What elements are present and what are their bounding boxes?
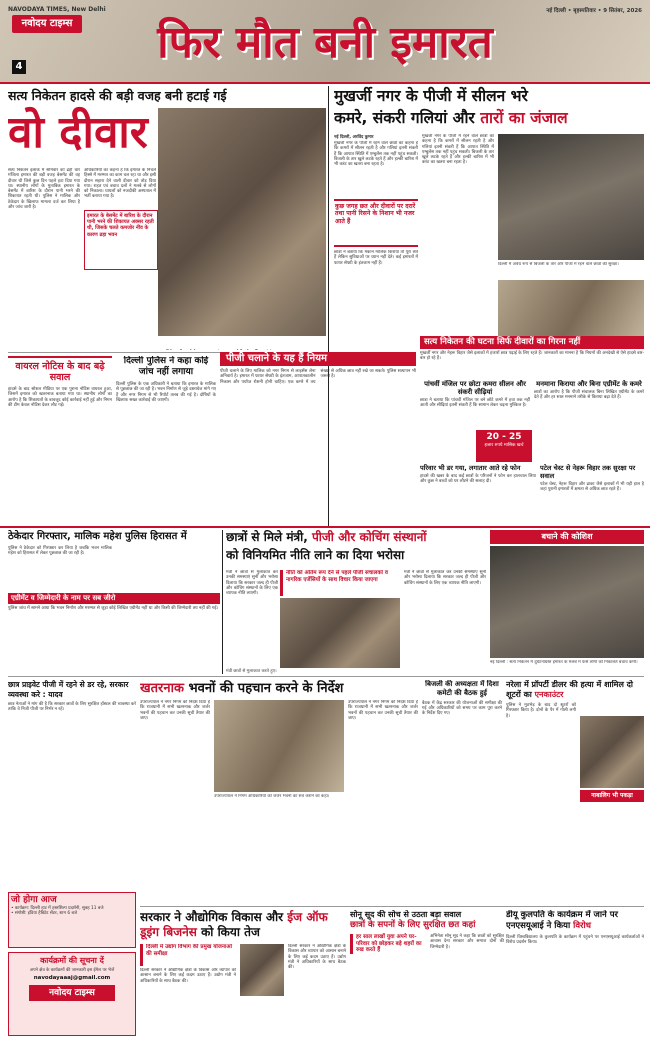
today-item-1: • कार्यक्रम: दिल्ली हाट में हस्तशिल्प प्रदर्शनी, सुबह 11 बजे [11, 906, 104, 911]
minister-headline-c: को विनियमित नीति लाने का दिया भरोसा [226, 548, 405, 562]
notice-title: कार्यक्रमों की सूचना दें [40, 956, 104, 965]
mukherjee-pull: कुछ जगह छत और दीवारों पर दरारें तथा पानी रिसने के निशान भी नजर आते हैं [335, 203, 416, 225]
rent-body: छात्रों का आरोप है कि पीजी संचालक बिना लिखित एग्रीमेंट के कमरे देते हैं और हर साल मनमाने तरीके से किराया बढ़ा देते हैं। [534, 390, 644, 401]
lead-highlight-box [84, 210, 158, 270]
contractor-section [8, 530, 220, 670]
mukherjee-headline-b1: कमरे, संकरी गलियां और [334, 109, 481, 127]
police-section [116, 356, 216, 522]
masthead-logo: नवोदय टाइम्स [12, 15, 82, 33]
notice-email[interactable]: navodayaaaj@gmail.com [33, 975, 111, 982]
contractor-body: पुलिस ने ठेकेदार को गिरफ्तार कर लिया है जबकि भवन मालिक महेश को हिरासत में लेकर पूछताछ की जा रही है। [8, 546, 112, 557]
viral-headline: वायरल नोटिस के बाद बढ़े सवाल [15, 361, 105, 383]
minister-photo-caption: मंत्री छात्रों से मुलाकात करते हुए। [226, 669, 277, 674]
danger-headline-a: खतरनाक [140, 681, 189, 696]
minister-headline-1 [226, 530, 486, 545]
du-section [506, 910, 644, 1038]
lead-body-left: सत्य निकेतन इलाके में सोमवार को ढही चार मंजिला इमारत की बड़ी वजह बेसमेंट की वह दीवार थी जिसे कुछ दिन पहले हटा दिया गया था। स्थानीय लोगों के मुताबिक इमारत के बेसमेंट में बारिश के दौरान पानी भरने की शिकायत रहती थी। पुलिस ने मालिक और ठेकेदार के खिलाफ मामला दर्ज कर लिया है और जांच जारी है। [8, 168, 80, 211]
narela-headline-a: नरेला में प्रॉपर्टी डीलर की हत्या में शामिल दो शूटरों का [506, 680, 633, 699]
rescue-photo [490, 546, 644, 658]
contractor-sub: एग्रीमेंट व जिम्मेदारी के नाम पर सब जीरो [8, 593, 220, 604]
pg-rule-headline: पीजी चलाने के यह हैं नियम [220, 352, 416, 366]
minister-headline-b: पीजी और कोचिंग संस्थानों [311, 530, 427, 544]
today-title: जो होगा आज [11, 895, 57, 905]
contractor-sub-body: पुलिस जांच में सामने आया कि भवन निर्माण और मरम्मत से जुड़ा कोई लिखित एग्रीमेंट नहीं था और किसी की जिम्मेदारी तय नहीं की गई। [8, 606, 219, 611]
danger-body-2: उपराज्यपाल ने नगर निगम को निर्देश दिया है कि राजधानी में सभी खतरनाक और जर्जर भवनों की पहचान कर उनकी सूची तैयार की जाए। [348, 700, 418, 721]
industry-headline-b: ईज ऑफ डूइंग बिजनेस [140, 910, 328, 939]
du-headline [506, 910, 644, 932]
mukherjee-headline-a: मुखर्जी नगर के पीजी में सीलन भरे [334, 87, 528, 105]
satya-box-body: मुखर्जी नगर और नेहरू विहार जैसे इलाकों में हजारों छात्र पढ़ाई के लिए रहते हैं। जानकारों का मानना है कि नियमों की अनदेखी से ऐसे हादसे बार-बार हो रहे हैं। [420, 351, 644, 362]
page-number: 4 [12, 60, 26, 74]
danger-body-1: उपराज्यपाल ने नगर निगम को निर्देश दिया है कि राजधानी में सभी खतरनाक और जर्जर भवनों की पहचान कर उनकी सूची तैयार की जाए। [140, 700, 210, 721]
contractor-headline: ठेकेदार गिरफ्तार, मालिक महेश पुलिस हिरासत में [8, 531, 187, 542]
family-section [420, 464, 536, 524]
notice-box [8, 952, 136, 1036]
danger-headline-b: भवनों की पहचान करने के निर्देश [188, 681, 344, 696]
family-body: हादसे की खबर के बाद कई छात्रों के परिजनों ने फोन कर हालचाल लिया और कुछ ने बच्चों को घर लौटने की सलाह दी। [420, 474, 536, 485]
notice-footer-logo: नवोदय टाइम्स [29, 985, 115, 1001]
patel-body: पटेल चेस्ट, नेहरू विहार और ढाका जैसे इलाकों में भी यही हाल है जहां पुरानी इमारतों में क्षमता से अधिक छात्र रहते हैं। [540, 482, 644, 493]
masthead [0, 0, 650, 82]
police-body: दिल्ली पुलिस के एक अधिकारी ने बताया कि इमारत के मालिक से पूछताछ की जा रही है। भवन निर्माण से जुड़े दस्तावेज मांगे गए हैं और नगर निगम से भी रिपोर्ट तलब की गई है। दोषियों के खिलाफ सख्त कार्रवाई की जाएगी। [116, 382, 216, 403]
sonu-pull: हर साल लाखों युवा अपने घर-परिवार को छोड़कर बड़े शहरों का रुख करते हैं [350, 934, 424, 954]
minister-body-1: मंत्री ने छात्रों से मुलाकात कर उनकी समस्याएं सुनीं और भरोसा दिलाया कि सरकार जल्द ही पीजी और कोचिंग संस्थानों के लिए एक व्यापक नीति लाएगी। [226, 570, 278, 597]
lead-headline: वो दीवार [8, 107, 148, 158]
lead-body-right: अधिकारियों का कहना है कि इमारत के निचले हिस्से में मरम्मत का काम चल रहा था और इसी दौरान सहारा देने वाली दीवार को तोड़ दिया गया। राहत एवं बचाव दलों ने मलबे से लोगों को निकाला। घायलों को नजदीकी अस्पताल में भर्ती कराया गया है। [84, 168, 156, 200]
mukherjee-headline-b [334, 108, 644, 128]
pg-rule-body: पीजी चलाने के लिए मालिक को नगर निगम से लाइसेंस लेना अनिवार्य है। इमारत में फायर सेफ्टी के इंतजाम, आपातकालीन निकास और पर्याप्त रोशनी होनी चाहिए। एक कमरे में तय संख्या से अधिक छात्र नहीं रखे जा सकते। पुलिस सत्यापन भी जरूरी है। [220, 369, 416, 385]
viral-body: हादसे के बाद सोशल मीडिया पर एक पुराना नोटिस वायरल हुआ, जिसमें इमारत को खतरनाक बताया गया था। स्थानीय लोगों का आरोप है कि शिकायतों के बावजूद कोई कार्रवाई नहीं हुई और निगम की टीम केवल नोटिस देकर लौट गई। [8, 387, 112, 408]
du-body: दिल्ली विश्वविद्यालय के कुलपति के कार्यक्रम में पहुंचने पर एनएसयूआई कार्यकर्ताओं ने विरोध प्रदर्शन किया। [506, 935, 644, 946]
viral-section [8, 356, 112, 522]
du-headline-a: डीयू कुलपति के कार्यक्रम में जाने पर एनएसयूआई ने किया [506, 910, 619, 931]
narela-headline-b: एनकाउंटर [534, 690, 564, 699]
du-headline-b: विरोध [573, 921, 591, 931]
notice-body: अपने क्षेत्र के कार्यक्रमों की जानकारी इस ईमेल पर भेजें [29, 968, 115, 973]
sonu-section [350, 910, 504, 1038]
sonu-headline: सोनू सूद की सोच से उठता बड़ा सवाल [350, 910, 462, 919]
lead-kicker: सत्य निकेतन हादसे की बड़ी वजह बनी हटाई गई [8, 88, 227, 103]
industry-pull-text: दिल्ली में उद्योग विभाग की प्रमुख योजनाओं की समीक्षा [146, 944, 232, 957]
minister-body-2: मंत्री ने छात्रों से मुलाकात कर उनकी समस्याएं सुनीं और भरोसा दिलाया कि सरकार जल्द ही पीजी और कोचिंग संस्थानों के लिए एक व्यापक नीति लाएगी। [404, 570, 486, 586]
family-headline: परिवार भी डर गया, लगातार आते रहे फोन [420, 464, 521, 472]
mukherjee-photo [498, 134, 644, 260]
mukherjee-body2: छात्रों ने बताया कि मकान मालिक किराया तो पूरा लेते हैं लेकिन सुविधाओं पर ध्यान नहीं देते। कई इमारतों में फायर सेफ्टी के इंतजाम नहीं हैं। [334, 250, 418, 266]
satya-box [420, 336, 644, 378]
industry-headline-a: सरकार ने औद्योगिक विकास और [140, 910, 288, 924]
minister-pull-text: नीति को अंतिम रूप देने से पहले पीजी संचालकों व नागरिक एजेंसियों के साथ विचार किया जाएगा [286, 570, 388, 583]
minister-headline-a: छात्रों से मिले मंत्री, [226, 530, 312, 544]
electric-body: बैठक में केंद्र सरकार की योजनाओं की समीक्षा की गई और अधिकारियों को समय पर काम पूरा करने के निर्देश दिए गए। [422, 700, 502, 717]
fifth-floor-body: छात्रा ने बताया कि पांचवीं मंजिल पर बने छोटे कमरे में हवा तक नहीं आती और सीढ़ियां इतनी संकरी हैं कि सामान लेकर चढ़ना मुश्किल है। [420, 398, 530, 409]
narela-body: पुलिस ने मुठभेड़ के बाद दो शूटरों को गिरफ्तार किया है। दोनों के पैर में गोली लगी है। [506, 703, 576, 719]
industry-pull [140, 944, 236, 966]
patel-headline: पटेल चेस्ट से नेहरू विहार तक सुरक्षा पर सवाल [540, 464, 636, 480]
danger-photo [214, 700, 344, 792]
masthead-right-caption: नई दिल्ली • बृहस्पतिवार • 9 सितंबर, 2026 [546, 8, 642, 14]
pg-side-section [8, 680, 136, 890]
industry-headline-c: को किया तेज [196, 925, 260, 939]
mukherjee-byline: नई दिल्ली, अरविंद कुमार [334, 135, 374, 140]
industry-body-1: दिल्ली सरकार ने औद्योगिक क्षेत्रों के विकास और व्यापार को आसान बनाने के लिए कई कदम उठाए हैं। उद्योग मंत्री ने अधिकारियों के साथ बैठक की। [140, 968, 236, 984]
price-badge [476, 430, 532, 462]
minister-pull [280, 570, 398, 596]
masthead-headline: फिर मौत बनी इमारत [157, 17, 493, 68]
lead-highlight: इमारत के बेसमेंट में बारिश के दौरान पानी भरने की शिकायत अक्सर रहती थी, जिसके चलते कमजोर नींव के कारण ढहा भवन [87, 213, 154, 238]
mukherjee-body: मुखर्जी नगर के पीजी में रहने वाले छात्रों का कहना है कि कमरों में सीलन रहती है और गलियां इतनी संकरी हैं कि आपात स्थिति में एम्बुलेंस तक नहीं पहुंच सकती। बिजली के तार खुले लटके रहते हैं और हल्की बारिश में भी करंट का खतरा बना रहता है। [334, 141, 418, 168]
patel-section [540, 464, 644, 524]
minister-photo [280, 598, 400, 668]
today-item-2: • संगोष्ठी: इंडिया हैबिटेट सेंटर, शाम 6 बजे [11, 911, 78, 917]
narela-photo [580, 716, 644, 788]
electric-section [422, 680, 502, 810]
mukherjee-pull-box [334, 199, 418, 247]
industry-body-2: दिल्ली सरकार ने औद्योगिक क्षेत्रों के विकास और व्यापार को आसान बनाने के लिए कई कदम उठाए हैं। उद्योग मंत्री ने अधिकारियों के साथ बैठक की। [288, 944, 346, 971]
pg-rule-section [220, 352, 416, 524]
today-box [8, 892, 136, 948]
pg-side-headline: छात्र प्राइवेट पीजी में रहने से डर रहे, सरकार व्यवस्था करे : यादव [8, 680, 129, 699]
lead-photo-caption-wrap [158, 338, 326, 350]
sonu-body: अभिनेता सोनू सूद ने कहा कि छात्रों को सुरक्षित आवास देना सरकार और समाज दोनों की जिम्मेदारी है। [430, 934, 504, 950]
rescue-label: बचाने की कोशिश [490, 530, 644, 544]
pg-side-body: छात्र नेताओं ने मांग की है कि सरकार छात्रों के लिए सुरक्षित हॉस्टल की व्यवस्था करे ताकि वे निजी पीजी पर निर्भर न रहें। [8, 702, 136, 713]
satya-box-headline: सत्य निकेतन की घटना सिर्फ दीवारों का गिरना नहीं [420, 336, 644, 349]
mukherjee-body3: मुखर्जी नगर के पीजी में रहने वाले छात्रों का कहना है कि कमरों में सीलन रहती है और गलियां इतनी संकरी हैं कि आपात स्थिति में एम्बुलेंस तक नहीं पहुंच सकती। बिजली के तार खुले लटके रहते हैं और हल्की बारिश में भी करंट का खतरा बना रहता है। [422, 134, 494, 166]
danger-photo-caption: उपराज्यपाल ने निगम अधिकारियों को जर्जर भवनों का सर्वे कराने को कहा। [214, 794, 330, 799]
mukherjee-headline-b2: तारों का जंजाल [480, 109, 568, 127]
narela-headline [506, 680, 644, 700]
narela-badge: नाबालिग भी पकड़ा [580, 790, 644, 802]
rent-headline: मनमाना किराया और बिना एग्रीमेंट के कमरे [536, 380, 642, 388]
lead-photo [158, 108, 326, 336]
industry-headline [140, 910, 346, 940]
fifth-floor-headline: पांचवीं मंजिल पर छोटा कमरा सीलन और संकरी सीढ़ियां [424, 380, 526, 396]
mukherjee-photo-2 [498, 280, 644, 336]
rent-section [534, 380, 644, 460]
police-headline: दिल्ली पुलिस ने कहा कोई जांच नहीं लगाया [123, 356, 209, 377]
price-badge-label: हजार रुपये मासिक खर्च [484, 443, 524, 448]
industry-photo [240, 944, 284, 996]
electric-headline: बिजली की अध्यक्षता में दिशा कमेटी की बैठक हुई [425, 680, 499, 697]
sonu-headline-2: छात्रों के सपनों के लिए सुरक्षित छत कहां [350, 920, 476, 930]
rescue-caption: नई दिल्ली : सत्य निकेतन में दुर्घटनाग्रस्त इमारत के मलबे में फंसे लोगों को निकालते बचाव कर्मी। [490, 660, 638, 665]
mukherjee-photo-caption: दिल्ली में अवैध रूप से बिजली के तार और पीजी में रहने वाले छात्रों की सुरक्षा। [498, 262, 619, 267]
price-badge-amount: 20 - 25 [486, 432, 522, 442]
masthead-left-caption: NAVODAYA TIMES, New Delhi [8, 6, 106, 13]
